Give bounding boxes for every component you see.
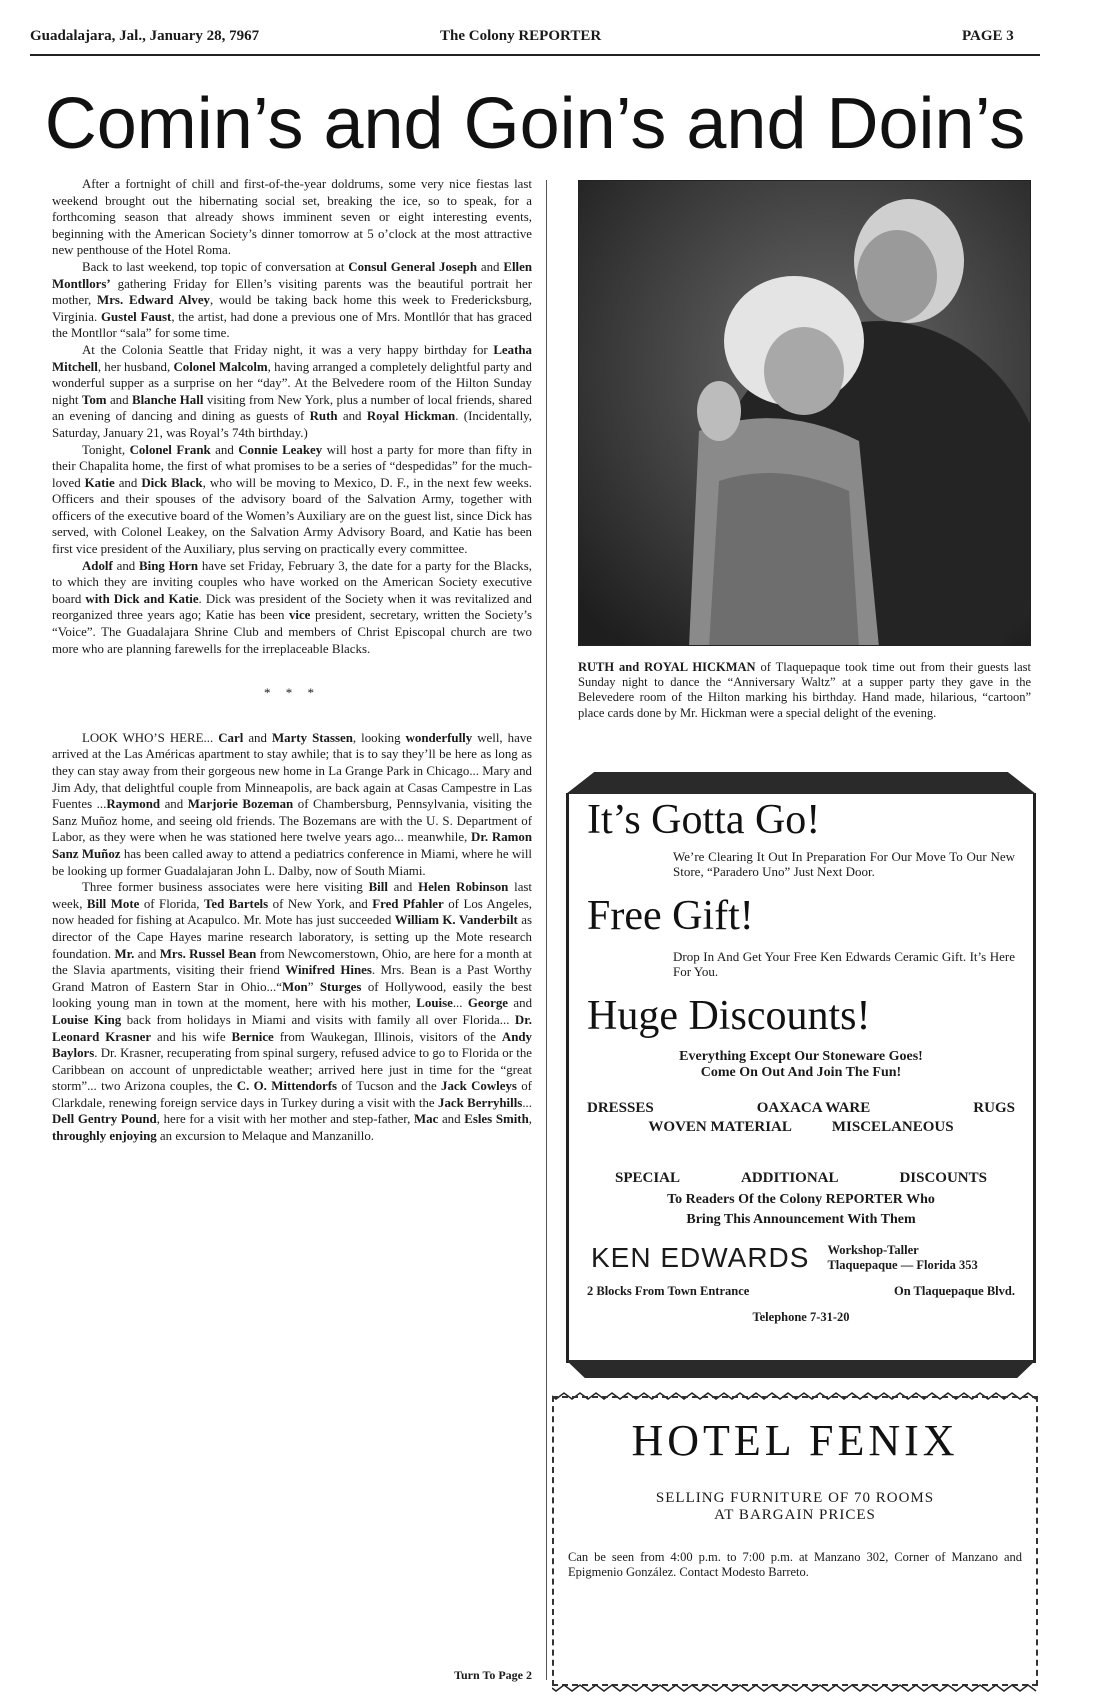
- article-paragraph: At the Colonia Seattle that Friday night, it was a very happy birthday for Leatha Mitchell, her husband, Colonel Malcolm, having arranged a completely delightful party and wonderful supper as a surprise on her “day”. At the Belvedere room of the Hilton Sunday night Tom and Blanche Hall visiting from New York, plus a number of local friends, shared an evening of dancing and dining as guests of Ruth and Royal Hickman. (Incidentally, Saturday, January 21, was Royal’s 74th birthday.): [52, 342, 533, 440]
- ad-special-word: DISCOUNTS: [899, 1170, 987, 1186]
- photo-illustration: [579, 181, 1031, 646]
- article-paragraph: Adolf and Bing Horn have set Friday, February 3, the date for a party for the Blacks, to which they are inviting couples who have worked on the American Society executive board with Dick and Katie. Dick was president of the Society when it was revitalized and reorganized three years ago; Katie has been vice president, secretary, written the Society’s “Voice”. The Guadalajara Shrine Club and members of Christ Episcopal church are two more who are planning farewells for the irreplaceable Blacks.: [52, 558, 532, 656]
- masthead-rule: [30, 54, 1040, 56]
- hotel-fenix-ad: [552, 1396, 1038, 1686]
- photo-caption: RUTH and ROYAL HICKMAN of Tlaquepaque took time out from their guests last Sunday night to dance the “Anniversary Waltz” at a supper party they gave in the Belevedere room of the Hilton marking his birthday. Hand made, hilarious, “cartoon” place cards done by Mr. Hickman were a special delight of the evening.: [578, 660, 1032, 720]
- ad-wave-border-bottom: [552, 1684, 1038, 1692]
- paper-name: The Colony REPORTER: [440, 28, 602, 44]
- ad-subtext: Drop In And Get Your Free Ken Edwards Ceramic Gift. It’s Here For You.: [673, 949, 1015, 979]
- ad-border-top: [566, 772, 1036, 794]
- article-body: [52, 176, 532, 1145]
- ad-subtext: We’re Clearing It Out In Preparation For Our Move To Our New Store, “Paradero Uno” Just Next Door.: [673, 849, 1015, 879]
- ken-edwards-ad: [566, 793, 1036, 1363]
- ad-offer-line: To Readers Of the Colony REPORTER Who: [667, 1192, 935, 1207]
- ad-special-word: ADDITIONAL: [740, 1170, 839, 1186]
- ad-category-row: [587, 1099, 1015, 1118]
- ad-tagline: Come On Out And Join The Fun!: [700, 1065, 902, 1080]
- headline: Comin’s and Goin’s and Doin’s: [44, 84, 1026, 164]
- ad-category: RUGS: [973, 1100, 1015, 1116]
- ad-phone: Telephone 7-31-20: [752, 1310, 850, 1324]
- ad-offer-line: Bring This Announcement With Them: [686, 1212, 916, 1227]
- ad-special-row: [587, 1169, 1015, 1188]
- ad-brand-name: KEN EDWARDS: [591, 1242, 810, 1273]
- dance-photo: [578, 180, 1031, 646]
- article-paragraph: Back to last weekend, top topic of conversation at Consul General Joseph and Ellen Montllors’ gathering Friday for Ellen’s visiting parents was the beautiful portrait her mother, Mrs. Edward Alvey, would be taking back home this week to Fredericksburg, Virginia. Gustel Faust, the artist, had done a previous one of Mrs. Montllór that has graced the Montllor “sala” for some time.: [52, 259, 533, 341]
- ad-heading: It’s Gotta Go!: [587, 797, 821, 843]
- hotel-title: HOTEL FENIX: [631, 1416, 959, 1465]
- ad-category-row: [587, 1118, 1015, 1137]
- column-rule: [546, 180, 547, 1680]
- ad-address: Tlaquepaque — Florida 353: [827, 1258, 978, 1272]
- article-paragraph: LOOK WHO’S HERE... Carl and Marty Stassen, looking wonderfully well, have arrived at the Las Américas apartment to stay awhile; that is to say they’ll be here as long as they can stay away from their gorgeous new home in La Grange Park in Chicago... Mary and Jim Ady, that delightful couple from Minneapolis, are back again at Casas Campestre in Las Fuentes ...Raymond and Marjorie Bozeman of Chambersburg, Pennsylvania, visiting the Sanz Muñoz home, and seeing old friends. The Bozemans are with the U. S. Department of Labor, as they were when he was stationed here twelve years ago... meanwhile, Dr. Ramon Sanz Muñoz has been called away to attend a pediatrics conference in Miami, where he will be looking up former Guadalajaran John L. Dalby, now of South Miami.: [52, 730, 533, 878]
- article-paragraph: After a fortnight of chill and first-of-the-year doldrums, some very nice fiestas last weekend brought out the hibernating social set, breaking the ice, so to speak, for a forthcoming season that already shows imminent seven or eight interesting events, beginning with the American Society’s dinner tomorrow at 5 o’clock at the most attractive new penthouse of the Hotel Roma.: [52, 177, 532, 258]
- section-divider: * * *: [264, 685, 320, 701]
- dateline: Guadalajara, Jal., January 28, 7967: [30, 28, 260, 44]
- ad-direction: 2 Blocks From Town Entrance: [587, 1284, 750, 1298]
- article-paragraph: Three former business associates were here visiting Bill and Helen Robinson last week, Bill Mote of Florida, Ted Bartels of New York, and Fred Pfahler of Los Angeles, now headed for fishing at Acapulco. Mr. Mote has just succeeded William K. Vanderbilt as director of the Cape Hayes marine research laboratory, is setting up the Mote research foundation. Mr. and Mrs. Russel Bean from Newcomerstown, Ohio, are here for a month at the Slavia apartments, visiting their friend Winifred Hines. Mrs. Bean is a Past Worthy Grand Matron of Eastern Star in Ohio...“Mon” Sturges of Hollywood, easily the best looking young man in town at the moment, here with his mother, Louise... George and Louise King back from holidays in Miami and visits with family all over Florida... Dr. Leonard Krasner and his wife Bernice from Waukegan, Illinois, visitors of the Andy Baylors. Dr. Krasner, recuperating from spinal surgery, refused advice to go to Florida or the Caribbean on account of unpredictable weather; arrived here just in time for the “great storm”... two Arizona couples, the C. O. Mittendorfs of Tucson and the Jack Cowleys of Clarkdale, renewing foreign service days in Turkey during a visit with the Jack Berryhills... Dell Gentry Pound, here for a visit with her mother and step-father, Mac and Esles Smith, throughly enjoying an excursion to Melaque and Manzanillo.: [52, 880, 533, 1144]
- ad-direction: On Tlaquepaque Blvd.: [893, 1284, 1015, 1298]
- ad-heading: Free Gift!: [587, 893, 754, 939]
- ad-workshop: Workshop-Taller: [827, 1243, 919, 1257]
- continuation-note: Turn To Page 2: [454, 1668, 532, 1682]
- ad-category: WOVEN MATERIAL: [648, 1119, 792, 1135]
- ad-border-bottom: [566, 1360, 1036, 1378]
- hotel-line: SELLING FURNITURE OF 70 ROOMS: [655, 1490, 935, 1506]
- ad-category: OAXACA WARE: [756, 1100, 871, 1116]
- ad-tagline: Everything Except Our Stoneware Goes!: [679, 1049, 923, 1064]
- hotel-line: AT BARGAIN PRICES: [714, 1507, 876, 1523]
- ad-brand-row: [587, 1242, 1015, 1274]
- hotel-details: Can be seen from 4:00 p.m. to 7:00 p.m. at Manzano 302, Corner of Manzano and Epigmenio González. Contact Modesto Barreto.: [568, 1550, 1022, 1579]
- ad-address-block: [827, 1243, 977, 1273]
- ad-category: MISCELANEOUS: [831, 1119, 954, 1135]
- ad-category: DRESSES: [587, 1100, 654, 1116]
- page-number: PAGE 3: [962, 28, 1014, 44]
- ad-directions: [587, 1282, 1015, 1301]
- ad-heading: Huge Discounts!: [587, 993, 871, 1039]
- ad-special-word: SPECIAL: [615, 1170, 681, 1186]
- article-paragraph: Tonight, Colonel Frank and Connie Leakey will host a party for more than fifty in their Chapalita home, the first of what promises to be a series of “despedidas” for the much-loved Katie and Dick Black, who will be moving to Mexico, D. F., in the next few weeks. Officers and their spouses of the advisory board of the Salvation Army, together with officers of the executive board of the Women’s Auxiliary are on the guest list, since Dick has served, with Colonel Leakey, on the Salvation Army Advisory Board, and Katie has been first vice president of the Auxiliary, plus serving on practically every committee.: [52, 442, 532, 557]
